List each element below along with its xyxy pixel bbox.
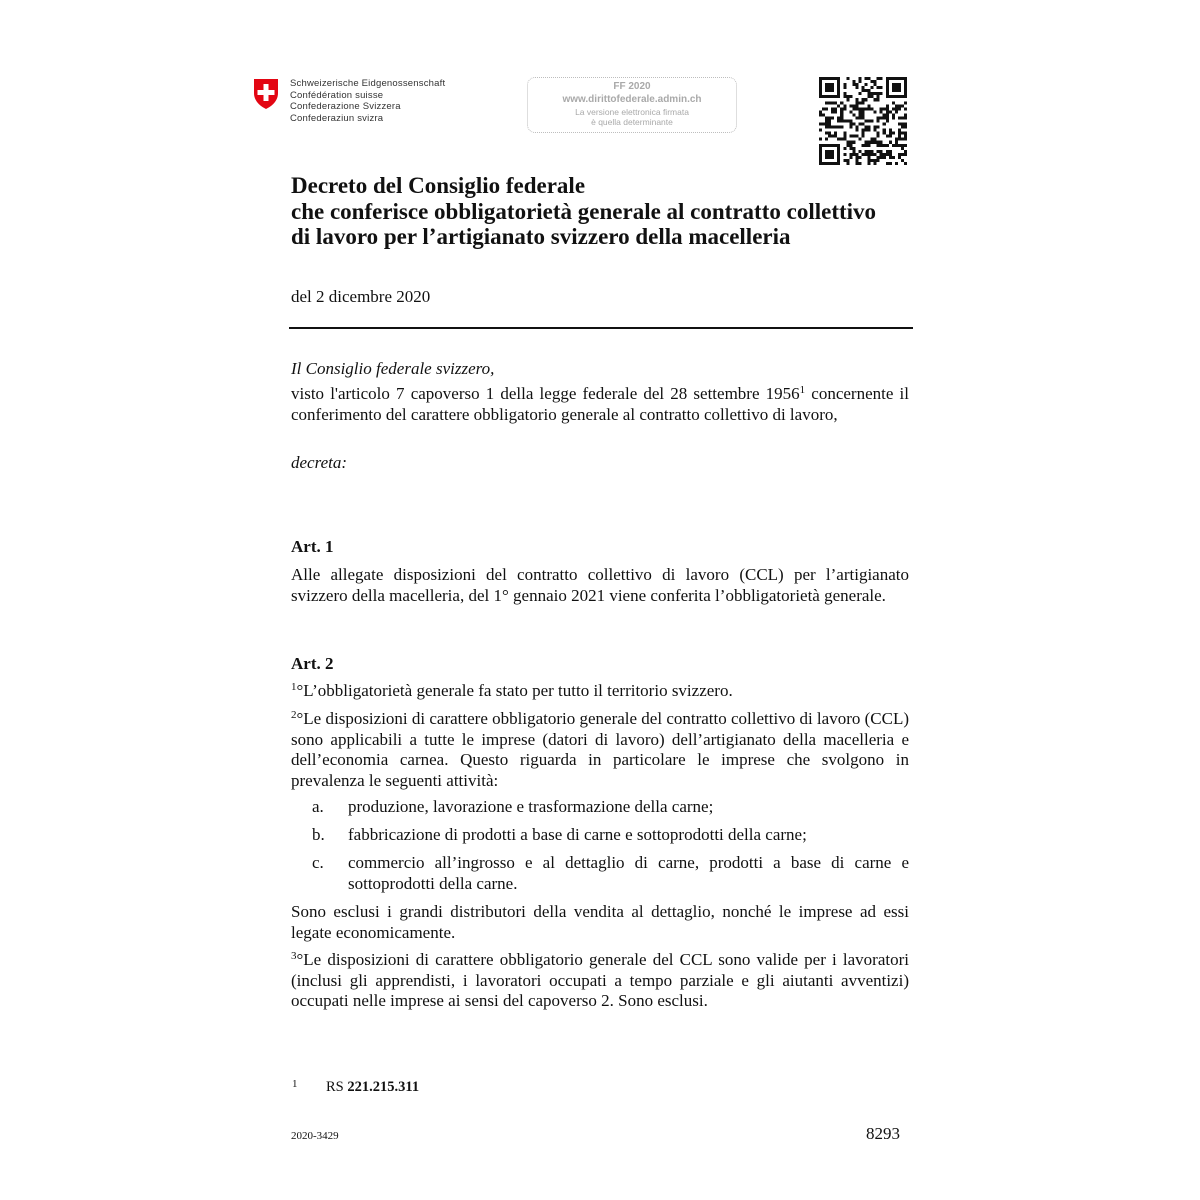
visto-continuation: concernente il conferimento del carattere obbligatorio generale al contratto collettivo di lavoro,: [291, 384, 909, 424]
list-item-text: fabbricazione di prodotti a base di carne e sottoprodotti della carne;: [348, 825, 807, 844]
article-2-paragraph-2: [291, 709, 909, 791]
stamp-line-1: FF 2020: [613, 81, 651, 92]
decree-date: del 2 dicembre 2020: [291, 287, 431, 306]
confederation-name-rm: Confederaziun svizra: [290, 112, 384, 124]
preamble-visto: [291, 384, 909, 425]
list-marker: c.: [312, 853, 324, 872]
paragraph-number: 2: [291, 709, 297, 721]
footnote-prefix: RS: [326, 1079, 348, 1095]
paragraph-text: °Le disposizioni di carattere obbligatorio generale del CCL sono valide per i lavoratori (inclusi gli apprendisti, i lavoratori occupati a tempo parziale e gli aiutanti avventizi) occupati nelle imprese ai sensi del capoverso 2. Sono esclusi.: [291, 950, 909, 1010]
list-item-text: commercio all’ingrosso e al dettaglio di carne, prodotti a base di carne e sottoprodotti della carne.: [348, 853, 909, 893]
stamp-line-3: La versione elettronica firmata: [575, 107, 689, 117]
title-divider: [289, 327, 913, 329]
title-line-1: Decreto del Consiglio federale: [291, 173, 586, 198]
stamp-line-4: è quella determinante: [591, 117, 673, 127]
article-2-paragraph-3: [291, 950, 909, 1012]
footnote-text: [326, 1079, 419, 1096]
list-marker: b.: [312, 825, 325, 844]
confederation-name-de: Schweizerische Eidgenossenschaft: [290, 78, 446, 89]
paragraph-text: °L’obbligatorietà generale fa stato per tutto il territorio svizzero.: [296, 681, 733, 700]
confederation-names: [290, 78, 445, 124]
paragraph-number: 1: [291, 681, 297, 693]
document-code: 2020-3429: [291, 1130, 339, 1142]
list-item-text: produzione, lavorazione e trasformazione della carne;: [348, 797, 714, 816]
paragraph-text: °Le disposizioni di carattere obbligatorio generale del contratto collettivo di lavoro (CCL) sono applicabili a tutte le imprese (datori di lavoro) dell’artigianato della macelleria e dell’economia carnea. Questo riguarda in particolare le imprese che svolgono in prevalenza le seguenti attività:: [291, 709, 909, 790]
page-number: 8293: [866, 1124, 900, 1143]
stamp-line-2: www.dirittofederale.admin.ch: [562, 94, 702, 105]
article-1-heading: Art. 1: [291, 537, 334, 556]
title-line-3: di lavoro per l’artigianato svizzero della macelleria: [291, 224, 791, 249]
confederation-name-fr: Confédération suisse: [290, 89, 384, 101]
article-2-exclusion: Sono esclusi i grandi distributori della vendita al dettaglio, nonché le imprese ad essi legate economicamente.: [291, 902, 909, 942]
list-marker: a.: [312, 797, 324, 816]
qr-code-icon: [819, 77, 907, 165]
title-line-2: che conferisce obbligatorietà generale al contratto collettivo: [291, 198, 877, 224]
article-2-paragraph-1: [291, 681, 909, 702]
article-1-text: Alle allegate disposizioni del contratto collettivo di lavoro (CCL) per l’artigianato svizzero della macelleria, del 1° gennaio 2021 viene conferita l’obbligatorietà generale.: [291, 565, 909, 605]
footnote-marker: 1: [292, 1078, 298, 1090]
preamble-authority: Il Consiglio federale svizzero,: [291, 359, 495, 378]
footnote-ref[interactable]: 1: [799, 384, 806, 396]
electronic-signature-stamp: [527, 77, 737, 133]
confederation-name-it: Confederazione Svizzera: [290, 101, 401, 113]
article-2-heading: Art. 2: [291, 654, 334, 673]
visto-text: visto l'articolo 7 capoverso 1 della legge federale del 28 settembre 1956: [291, 384, 800, 403]
paragraph-number: 3: [291, 950, 297, 962]
footnote-reference[interactable]: 221.215.311: [347, 1079, 420, 1095]
preamble-decreta: decreta:: [291, 453, 348, 472]
page-title: [291, 173, 931, 250]
swiss-cross-shield-icon: [253, 78, 279, 110]
